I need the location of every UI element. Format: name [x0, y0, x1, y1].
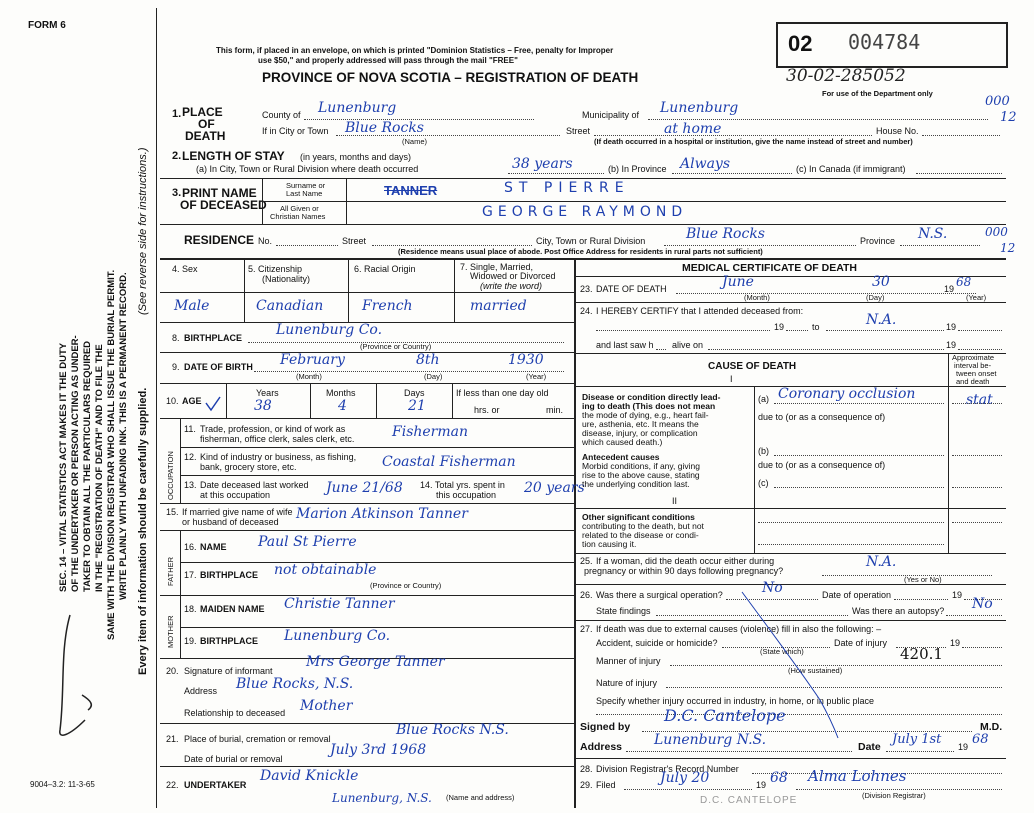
minutes-label: min.	[546, 405, 564, 415]
woman-label-2: pregnancy or within 90 days following pregnancy?	[584, 566, 784, 576]
operation-year: 19	[952, 590, 963, 600]
print-code: 9004–3.2: 11-3-65	[30, 780, 95, 789]
last-worked-num: 13.	[184, 480, 197, 490]
instructions-line-3: TAKER TO OBTAIN ALL THE PARTICULARS REQUIRED	[82, 340, 93, 592]
stay-a-value[interactable]: 38 years	[512, 156, 573, 172]
registration-number: 004784	[848, 30, 921, 54]
industry-value[interactable]: Coastal Fisherman	[382, 454, 516, 470]
mother-maiden-label: MAIDEN NAME	[200, 604, 265, 614]
birthplace-num: 8.	[172, 333, 180, 343]
other-conditions-label-1: Other significant conditions	[582, 512, 695, 522]
stay-c-label: (c) In Canada (if immigrant)	[796, 164, 906, 174]
municipality-value[interactable]: Lunenburg	[660, 100, 739, 116]
department-code-2: 12	[1000, 110, 1017, 125]
date-year[interactable]: 68	[972, 732, 989, 747]
interval-label-2: interval be-	[954, 361, 992, 370]
municipality-label: Municipality of	[582, 110, 640, 120]
undertaker-label: UNDERTAKER	[184, 780, 247, 790]
street-value[interactable]: at home	[664, 121, 722, 137]
father-name-value[interactable]: Paul St Pierre	[258, 534, 357, 550]
industry-label-2: bank, grocery store, etc.	[200, 462, 297, 472]
other-conditions-label-3: related to the disease or condi-	[582, 530, 699, 540]
marital-label-2: Widowed or Divorced	[470, 271, 556, 281]
place-label-3: DEATH	[185, 129, 226, 143]
md-label: M.D.	[980, 721, 1003, 733]
age-years[interactable]: 38	[254, 398, 272, 414]
interval-label-1: Approximate	[952, 353, 995, 362]
cause-a-label: (a)	[758, 394, 769, 404]
every-item-note: Every item of information should be carefully supplied.	[137, 387, 149, 675]
antecedent-label-1: Antecedent causes	[582, 452, 660, 462]
certify-from-year: 19	[774, 322, 785, 332]
antecedent-label-2: Morbid conditions, if any, giving	[582, 461, 700, 471]
dob-day-note: (Day)	[424, 372, 443, 381]
marginal-signature-mark	[40, 610, 100, 750]
informant-addr-label: Address	[184, 686, 218, 696]
burial-date-value[interactable]: July 3rd 1968	[330, 742, 427, 758]
last-worked-value[interactable]: June 21/68	[326, 480, 403, 496]
place-num: 1.	[172, 108, 182, 120]
industry-num: 12.	[184, 452, 197, 462]
undertaker-address-value[interactable]: Lunenburg, N.S.	[332, 791, 432, 805]
surgical-value[interactable]: No	[762, 580, 783, 596]
stay-note: (in years, months and days)	[300, 152, 412, 162]
direct-cause-label-6: which caused death.)	[582, 437, 663, 447]
date-value[interactable]: July 1st	[892, 732, 942, 747]
state-findings-label: State findings	[596, 606, 651, 616]
city-name-note: (Name)	[402, 137, 428, 146]
operation-date-label: Date of operation	[822, 590, 892, 600]
street-label: Street	[566, 126, 591, 136]
dob-month-note: (Month)	[296, 372, 322, 381]
age-days[interactable]: 21	[408, 398, 426, 414]
father-birthplace-num: 17.	[184, 570, 197, 580]
dob-num: 9.	[172, 362, 180, 372]
filed-value[interactable]: July 20	[660, 770, 710, 786]
autopsy-label: Was there an autopsy?	[852, 606, 945, 616]
certify-num: 24.	[580, 306, 593, 316]
state-which-note: (State which)	[760, 647, 804, 656]
years-spent-label-2: this occupation	[436, 490, 497, 500]
years-spent-label-1: 14. Total yrs. spent in	[420, 480, 505, 490]
years-spent-value[interactable]: 20 years	[524, 480, 585, 496]
residence-label: RESIDENCE	[184, 233, 255, 247]
dob-day[interactable]: 8th	[416, 352, 440, 368]
informant-sig-value[interactable]: Mrs George Tanner	[306, 654, 445, 670]
cause-c-label: (c)	[758, 478, 769, 488]
burial-place-value[interactable]: Blue Rocks N.S.	[396, 722, 509, 738]
age-num: 10.	[166, 396, 179, 406]
signed-value[interactable]: D.C. Cantelope	[664, 706, 786, 725]
city-label: If in City or Town	[262, 126, 329, 136]
given-value[interactable]: GEORGE RAYMOND	[482, 204, 688, 220]
undertaker-name-value[interactable]: David Knickle	[260, 768, 359, 784]
birthplace-value[interactable]: Lunenburg Co.	[276, 322, 383, 338]
residence-note: (Residence means usual place of abode. Post Office Address for residents in rural parts not sufficient)	[398, 247, 763, 256]
header-notice-2: use $50," and properly addressed will pass through the mail "FREE"	[258, 56, 518, 65]
father-birthplace-value[interactable]: not obtainable	[274, 562, 377, 578]
roman-two: II	[672, 496, 678, 506]
dod-year-note: (Year)	[966, 293, 987, 302]
nature-label: Nature of injury	[596, 678, 658, 688]
dod-day-note: (Day)	[866, 293, 885, 302]
stay-b-label: (b) In Province	[608, 164, 667, 174]
spouse-value[interactable]: Marion Atkinson Tanner	[296, 506, 468, 522]
instructions-line-1: SEC. 14 – VITAL STATISTICS ACT MAKES IT THE DUTY	[58, 342, 69, 592]
years-label: Years	[256, 388, 279, 398]
accident-label: Accident, suicide or homicide?	[596, 638, 718, 648]
sex-value[interactable]: Male	[174, 298, 210, 314]
county-label: County of	[262, 110, 301, 120]
reverse-side-note: (See reverse side for instructions.)	[137, 147, 149, 315]
address-label: Address	[580, 741, 623, 753]
marital-label-1: 7. Single, Married,	[460, 262, 534, 272]
registration-prefix: 02	[788, 31, 813, 56]
last-saw-label: and last saw h	[596, 340, 654, 350]
father-section-label: FATHER	[166, 556, 175, 586]
woman-num: 25.	[580, 556, 593, 566]
direct-cause-label-2: ing to death (This does not mean	[582, 401, 716, 411]
residence-city-label: City, Town or Rural Division	[536, 236, 646, 246]
given-label-1: All Given or	[280, 204, 319, 213]
months-label: Months	[326, 388, 356, 398]
residence-province-label: Province	[860, 236, 896, 246]
less-than-day-label: If less than one day old	[456, 388, 549, 398]
date-label: Date	[858, 741, 881, 753]
autopsy-value[interactable]: No	[972, 596, 993, 612]
trade-num: 11.	[184, 424, 196, 434]
certify-to-label: to	[812, 322, 820, 332]
dod-year[interactable]: 68	[956, 275, 972, 289]
external-num: 27.	[580, 624, 593, 634]
roman-one: I	[730, 374, 733, 384]
cause-code-value: 420.1	[900, 645, 943, 663]
external-label: If death was due to external causes (violence) fill in also the following: –	[596, 624, 882, 634]
dod-num: 23.	[580, 284, 593, 294]
antecedent-label-4: the underlying condition last.	[582, 479, 690, 489]
instructions-line-2: OF THE UNDERTAKER OR PERSON ACTING AS UNDER-	[70, 335, 81, 592]
spouse-label-2: or husband of deceased	[182, 517, 279, 527]
last-worked-label-2: at this occupation	[200, 490, 271, 500]
dob-year[interactable]: 1930	[508, 352, 544, 368]
given-label-2: Christian Names	[270, 212, 326, 221]
mother-birthplace-label: BIRTHPLACE	[200, 636, 258, 646]
dob-month[interactable]: February	[280, 352, 345, 368]
certify-label: I HEREBY CERTIFY that I attended deceased from:	[596, 306, 804, 316]
citizenship-note: (Nationality)	[262, 274, 311, 284]
residence-street-label: Street	[342, 236, 367, 246]
residence-no-label: No.	[258, 236, 273, 246]
surgical-num: 26.	[580, 590, 593, 600]
name-label-1: PRINT NAME	[182, 186, 257, 200]
institution-note: (If death occurred in a hospital or institution, give the name instead of street and number)	[594, 137, 913, 146]
father-birthplace-note: (Province or Country)	[370, 581, 442, 590]
certify-to-year: 19	[946, 322, 957, 332]
surname-label-2: Last Name	[286, 189, 323, 198]
record-label: Division Registrar's Record Number	[596, 764, 739, 774]
residence-city-value[interactable]: Blue Rocks	[686, 226, 765, 242]
sex-label: 4. Sex	[172, 264, 198, 274]
citizenship-label: 5. Citizenship	[248, 264, 303, 274]
county-value[interactable]: Lunenburg	[318, 100, 397, 116]
direct-cause-label-1: Disease or condition directly lead-	[582, 392, 721, 402]
mother-section-label: MOTHER	[166, 615, 175, 648]
record-num: 28.	[580, 764, 593, 774]
mother-maiden-num: 18.	[184, 604, 197, 614]
pen-stroke	[740, 590, 860, 740]
name-num: 3.	[172, 187, 182, 199]
occupation-section-label: OCCUPATION	[166, 451, 175, 500]
undertaker-num: 22.	[166, 780, 179, 790]
other-conditions-label-2: contributing to the death, but not	[582, 521, 704, 531]
instructions-line-5: SAME WITH THE DIVISION REGISTRAR WHO SHALL ISSUE THE BURIAL PERMIT.	[106, 269, 117, 640]
due-to-label-1: due to (or as a consequence of)	[758, 412, 886, 422]
woman-label-1: If a woman, did the death occur either during	[596, 556, 775, 566]
direct-cause-label-3: the mode of dying, e.g., heart fail-	[582, 410, 709, 420]
other-conditions-label-4: tion causing it.	[582, 539, 637, 549]
residence-province-value[interactable]: N.S.	[918, 226, 948, 242]
department-use-note: For use of the Department only	[822, 89, 933, 98]
mother-birthplace-value[interactable]: Lunenburg Co.	[284, 628, 391, 644]
instructions-line-4: IN THE "REGISTRATION OF DEATH" AND TO FILE THE	[94, 344, 105, 592]
surname-label-1: Surname or	[286, 181, 326, 190]
how-sustained-note: (How sustained)	[788, 666, 843, 675]
burial-place-label: Place of burial, cremation or removal	[184, 734, 331, 744]
division-registrar-note: (Division Registrar)	[862, 791, 926, 800]
place-label-1: PLACE	[182, 105, 223, 119]
father-name-num: 16.	[184, 542, 197, 552]
dod-label: DATE OF DEATH	[596, 284, 667, 294]
department-code-4: 12	[1000, 241, 1016, 255]
filed-year[interactable]: 68	[770, 770, 788, 786]
department-code-1: 000	[985, 94, 1010, 109]
filed-year-prefix: 19	[756, 780, 767, 790]
racial-value[interactable]: French	[362, 298, 413, 314]
cause-a-value[interactable]: Coronary occlusion	[778, 386, 916, 402]
spouse-num: 15.	[166, 507, 179, 517]
cause-a-interval[interactable]: stat	[966, 392, 993, 408]
specify-label: Specify whether injury occurred in industry, in home, or in public place	[596, 696, 874, 706]
name-label-2: OF DECEASED	[180, 198, 267, 212]
stay-label: LENGTH OF STAY	[182, 149, 285, 163]
age-label: AGE	[182, 396, 202, 406]
stay-num: 2.	[172, 150, 182, 162]
informant-relationship-label: Relationship to deceased	[184, 708, 286, 718]
informant-sig-label: Signature of informant	[184, 666, 273, 676]
informant-addr-value[interactable]: Blue Rocks, N.S.	[236, 676, 354, 692]
physician-stamp: D.C. CANTELOPE	[700, 795, 798, 806]
house-no-label: House No.	[876, 126, 919, 136]
cause-b-label: (b)	[758, 446, 769, 456]
father-name-label: NAME	[200, 542, 227, 552]
surname-struck: TANNER	[384, 183, 438, 198]
certify-to-value[interactable]: N.A.	[866, 312, 897, 328]
header-notice-1: This form, if placed in an envelope, on which is printed "Dominion Statistics – Free, penalty for Improper	[216, 46, 614, 55]
direct-cause-label-5: disease, injury, or complication	[582, 428, 698, 438]
dod-day[interactable]: 30	[872, 274, 890, 290]
yes-no-note: (Yes or No)	[904, 575, 942, 584]
undertaker-note: (Name and address)	[446, 793, 515, 802]
hours-label: hrs. or	[474, 405, 500, 415]
date-year-prefix: 19	[958, 742, 969, 752]
mother-maiden-value[interactable]: Christie Tanner	[284, 596, 395, 612]
place-label-2: OF	[198, 117, 215, 131]
interval-label-3: tween onset	[956, 369, 997, 378]
stay-a-label: (a) In City, Town or Rural Division where death occurred	[196, 164, 419, 174]
father-birthplace-label: BIRTHPLACE	[200, 570, 258, 580]
racial-label: 6. Racial Origin	[354, 264, 416, 274]
injury-date-label: Date of injury	[834, 638, 888, 648]
dod-month-note: (Month)	[744, 293, 770, 302]
last-worked-label-1: Date deceased last worked	[200, 480, 309, 490]
stay-b-value[interactable]: Always	[680, 156, 731, 172]
industry-label-1: Kind of industry or business, as fishing,	[200, 452, 357, 462]
dod-year-prefix: 19	[944, 284, 955, 294]
birthplace-label: BIRTHPLACE	[184, 333, 242, 343]
informant-num: 20.	[166, 666, 179, 676]
trade-label-2: fisherman, office clerk, sales clerk, etc.	[200, 434, 355, 444]
interval-label-4: and death	[956, 377, 990, 386]
spouse-label-1: If married give name of wife	[182, 507, 293, 517]
age-check-mark	[204, 395, 222, 413]
cause-of-death-title: CAUSE OF DEATH	[708, 361, 797, 372]
birthplace-note: (Province or Country)	[360, 342, 432, 351]
age-months[interactable]: 4	[338, 398, 347, 414]
days-label: Days	[404, 388, 425, 398]
registration-code: 30-02-285052	[786, 66, 906, 86]
marital-value[interactable]: married	[470, 298, 527, 314]
alive-on-label: alive on	[672, 340, 704, 350]
signed-label: Signed by	[580, 721, 631, 733]
department-code-3: 000	[985, 225, 1008, 239]
burial-num: 21.	[166, 734, 179, 744]
mother-birthplace-num: 19.	[184, 636, 197, 646]
due-to-label-2: due to (or as a consequence of)	[758, 460, 886, 470]
dob-year-note: (Year)	[526, 372, 547, 381]
surgical-label: Was there a surgical operation?	[596, 590, 723, 600]
trade-label-1: Trade, profession, or kind of work as	[200, 424, 346, 434]
injury-year: 19	[950, 638, 961, 648]
surname-value[interactable]: ST PIERRE	[504, 180, 630, 196]
medical-title: MEDICAL CERTIFICATE OF DEATH	[682, 262, 857, 274]
filed-num: 29.	[580, 780, 593, 790]
address-value[interactable]: Lunenburg N.S.	[654, 732, 767, 748]
left-margin-border	[156, 8, 157, 808]
direct-cause-label-4: ure, asthenia, etc. It means the	[582, 419, 699, 429]
marital-label-3: (write the word)	[480, 281, 543, 291]
alive-on-year: 19	[946, 340, 957, 350]
registrar-signature[interactable]: Alma Lohnes	[808, 767, 907, 785]
form-number: FORM 6	[28, 20, 66, 31]
dod-month[interactable]: June	[722, 274, 754, 290]
city-value[interactable]: Blue Rocks	[345, 120, 424, 136]
manner-label: Manner of injury	[596, 656, 661, 666]
woman-value[interactable]: N.A.	[866, 554, 897, 570]
instructions-line-6: WRITE PLAINLY WITH UNFADING INK. THIS IS A PERMANENT RECORD.	[118, 272, 129, 600]
informant-relationship-value[interactable]: Mother	[300, 698, 353, 714]
dob-label: DATE OF BIRTH	[184, 362, 253, 372]
antecedent-label-3: rise to the above cause, stating	[582, 470, 700, 480]
burial-date-label: Date of burial or removal	[184, 754, 283, 764]
filed-label: Filed	[596, 780, 616, 790]
citizenship-value[interactable]: Canadian	[256, 298, 324, 314]
trade-value[interactable]: Fisherman	[392, 424, 469, 440]
page-title: PROVINCE OF NOVA SCOTIA – REGISTRATION OF DEATH	[262, 70, 639, 85]
